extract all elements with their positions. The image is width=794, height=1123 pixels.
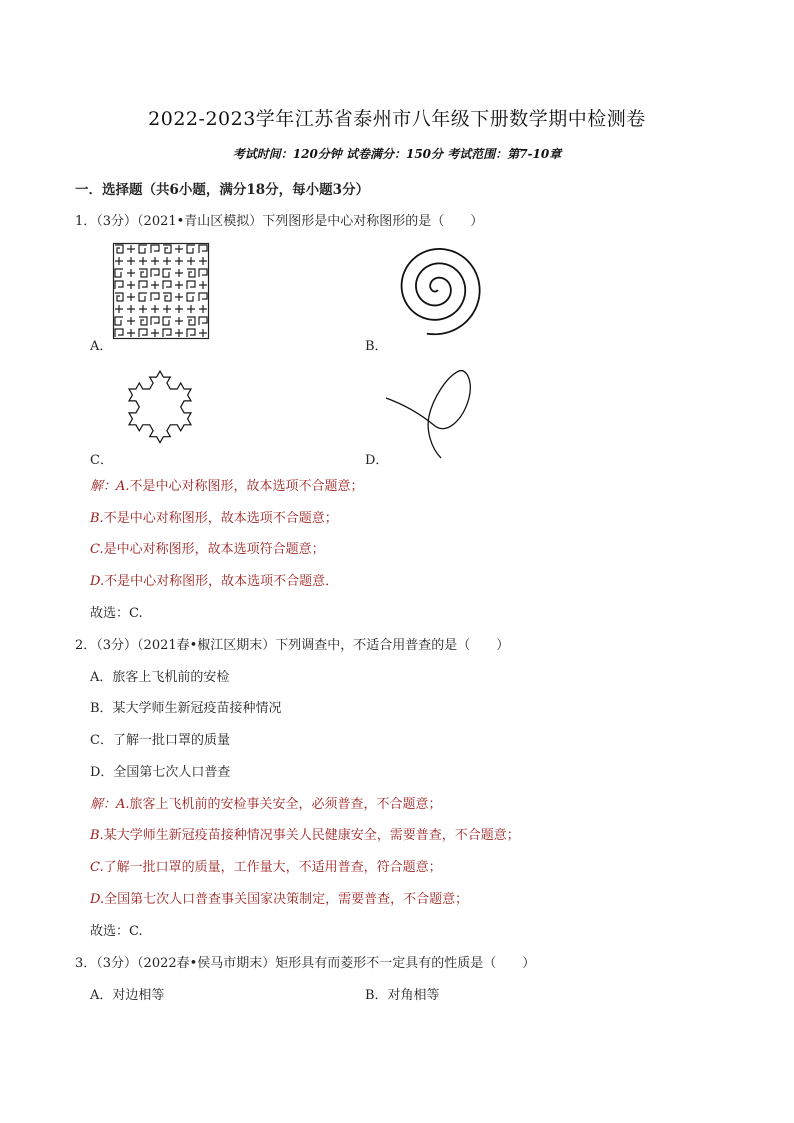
- exam-subtitle: 考试时间：120分钟 试卷满分：150分 考试范围：第7-10章: [232, 147, 562, 161]
- q1-solution-line: [90, 538, 325, 557]
- solution-text: 全国第七次人口普查事关国家决策制定，需要普查，不合题意；: [104, 892, 469, 907]
- solution-label: B.: [90, 511, 104, 526]
- solution-label: 解：A.: [90, 797, 130, 812]
- solution-text: 不是中心对称图形，故本选项不合题意；: [103, 511, 338, 526]
- solution-label: D.: [90, 892, 105, 907]
- q2-solution-line: [90, 793, 442, 812]
- q2-solution-line: [90, 824, 520, 843]
- exam-title: 2022-2023学年江苏省泰州市八年级下册数学期中检测卷: [148, 108, 646, 130]
- q2-option-c: C．了解一批口罩的质量: [90, 733, 230, 748]
- solution-text: 了解一批口罩的质量，工作量大，不适用普查，符合题意；: [103, 860, 442, 875]
- q2-solution-line: [90, 856, 442, 875]
- q2-answer: 故选：C.: [90, 924, 143, 939]
- option-a-label: A．: [90, 339, 113, 354]
- solution-text: 不是中心对称图形，故本选项不合题意；: [129, 479, 364, 494]
- solution-label: C.: [90, 860, 104, 875]
- solution-text: 是中心对称图形，故本选项符合题意；: [103, 542, 325, 557]
- question-3-stem: 3．（3分）（2022春•侯马市期末）矩形具有而菱形不一定具有的性质是（ ）: [75, 956, 536, 971]
- solution-text: 不是中心对称图形，故本选项不合题意．: [104, 574, 339, 589]
- option-d-label: D．: [365, 453, 389, 468]
- solution-label: B.: [90, 828, 104, 843]
- q1-solution-line: [90, 475, 364, 494]
- option-d-curve-figure: [383, 368, 473, 460]
- q2-option-d: D．全国第七次人口普查: [90, 765, 231, 780]
- question-2-stem: 2．（3分）（2021春•椒江区期末）下列调查中，不适合用普查的是（ ）: [75, 638, 510, 653]
- option-a-fractal-figure: [113, 243, 209, 339]
- solution-text: 某大学师生新冠疫苗接种情况事关人民健康安全，需要普查，不合题意；: [103, 828, 520, 843]
- option-b-spiral-figure: [385, 240, 485, 340]
- q2-solution-line: [90, 888, 468, 907]
- question-1-stem: 1．（3分）（2021•青山区模拟）下列图形是中心对称图形的是（ ）: [75, 214, 484, 229]
- solution-label: D.: [90, 574, 105, 589]
- q2-option-a: A．旅客上飞机前的安检: [90, 670, 230, 685]
- q2-option-b: B．某大学师生新冠疫苗接种情况: [90, 701, 282, 716]
- option-c-snowflake-figure: [110, 362, 210, 452]
- q3-option-b: B．对角相等: [365, 988, 440, 1003]
- q1-solution-line: [90, 570, 338, 589]
- option-c-label: C．: [90, 453, 113, 468]
- option-b-label: B．: [365, 339, 388, 354]
- section-heading: 一．选择题（共6小题，满分18分，每小题3分）: [75, 182, 370, 198]
- q3-option-a: A．对边相等: [90, 988, 165, 1003]
- q1-answer: 故选：C.: [90, 606, 143, 621]
- solution-label: 解：A.: [90, 479, 130, 494]
- solution-text: 旅客上飞机前的安检事关安全，必须普查，不合题意；: [129, 797, 442, 812]
- solution-label: C.: [90, 542, 104, 557]
- q1-solution-line: [90, 507, 338, 526]
